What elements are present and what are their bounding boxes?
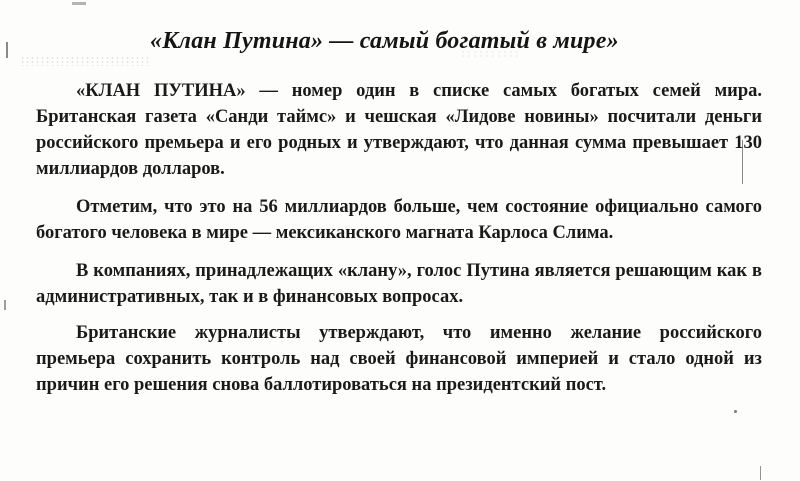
article-paragraph-3: В компаниях, принадлежащих «клану», голос Путина является решающим как в административных, так и в финансовых вопросах. bbox=[36, 261, 762, 307]
article-paragraph-2: Отметим, что это на 56 миллиардов больше, чем состояние официально самого богатого человека в мире — мексиканского магната Карлоса Слима. bbox=[36, 197, 762, 243]
scan-artifact bbox=[734, 410, 737, 413]
scan-artifact bbox=[4, 300, 6, 310]
article-body bbox=[36, 78, 762, 410]
article-paragraph-4: Британские журналисты утверждают, что именно желание российского премьера сохранить контроль над своей финансовой империей и стало одной из причин его решения снова баллотироваться на президентский пост. bbox=[36, 323, 762, 395]
scan-artifact bbox=[760, 466, 761, 480]
scan-artifact bbox=[6, 42, 8, 58]
scan-noise bbox=[20, 56, 150, 66]
article-paragraph-1: «КЛАН ПУТИНА» — номер один в списке самых богатых семей мира. Британская газета «Санди таймс» и чешская «Лидове новины» посчитали деньги российского премьера и его родных и утверждают, что данная сумма превышает 130 миллиардов долларов. bbox=[36, 81, 762, 179]
scan-artifact bbox=[72, 2, 86, 5]
article-headline: «Клан Путина» — самый богатый в мире» bbox=[150, 28, 619, 54]
